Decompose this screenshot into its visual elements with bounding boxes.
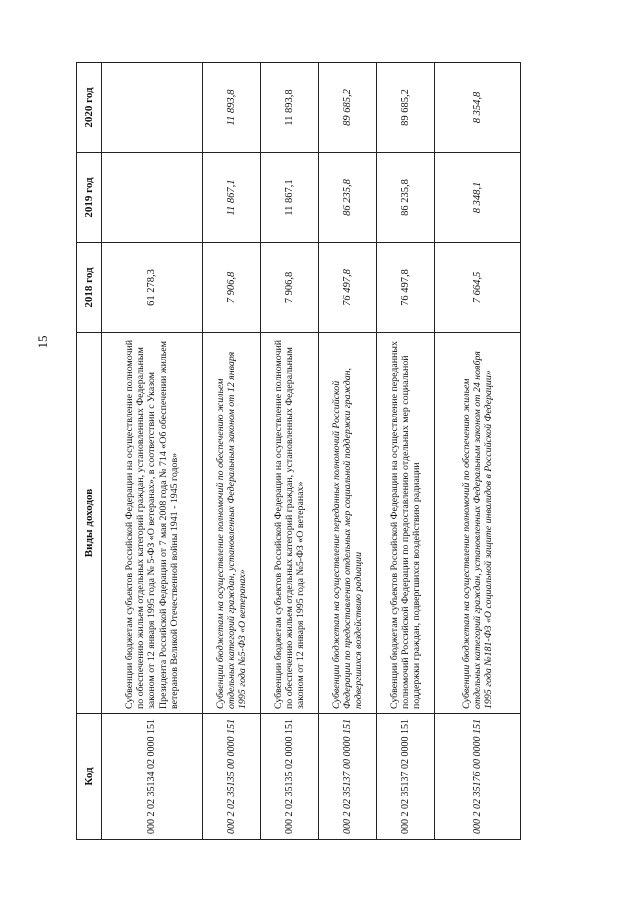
row-value-2020 <box>102 63 203 153</box>
row-value-2019: 11 867,1 <box>203 153 261 243</box>
row-value-2018: 7 906,8 <box>261 243 319 333</box>
row-value-2018: 7 664,5 <box>435 243 521 333</box>
row-value-2018: 76 497,8 <box>319 243 377 333</box>
row-code: 000 2 02 35137 02 0000 151 <box>377 714 435 840</box>
row-value-2020: 89 685,2 <box>319 63 377 153</box>
row-value-2019: 8 348,1 <box>435 153 521 243</box>
revenue-table-container <box>76 62 521 840</box>
row-value-2019: 86 235,8 <box>377 153 435 243</box>
page-number: 15 <box>35 335 50 349</box>
row-value-2020: 11 893,8 <box>261 63 319 153</box>
table-row <box>377 63 435 840</box>
row-description: Субвенции бюджетам субъектов Российской Федерации на осуществление переданных полномочий Российской Федерации по предоставлению отдельных мер социальной поддержки граждан, подвергшихся воздействию радиации <box>377 333 435 714</box>
row-value-2018: 61 278,3 <box>102 243 203 333</box>
row-value-2019: 86 235,8 <box>319 153 377 243</box>
header-description: Виды доходов <box>77 333 102 714</box>
row-value-2019: 11 867,1 <box>261 153 319 243</box>
row-value-2020: 11 893,8 <box>203 63 261 153</box>
row-description: Субвенции бюджетам на осуществление переданных полномочий Российской Федерации по предоставлению отдельных мер социальной поддержки граждан, подвергшихся воздействию радиации <box>319 333 377 714</box>
header-2019: 2019 год <box>77 153 102 243</box>
revenue-table <box>76 62 521 840</box>
row-value-2018: 7 906,8 <box>203 243 261 333</box>
row-value-2020: 8 354,8 <box>435 63 521 153</box>
table-row <box>435 63 521 840</box>
row-code: 000 2 02 35137 00 0000 151 <box>319 714 377 840</box>
table-row <box>102 63 203 840</box>
row-value-2020: 89 685,2 <box>377 63 435 153</box>
row-code: 000 2 02 35135 02 0000 151 <box>261 714 319 840</box>
row-description: Субвенции бюджетам субъектов Российской Федерации на осуществление полномочий по обеспечению жильем отдельных категорий граждан, установленных Федеральным законом от 12 января 1995 года № 5-ФЗ «О ветеранах», в соответствии с Указом Президента Российской Федерации от 7 мая 2008 года № 714 «Об обеспечении жильем ветеранов Великой Отечественной войны 1941 - 1945 годов» <box>102 333 203 714</box>
row-description: Субвенции бюджетам на осуществление полномочий по обеспечению жильем отдельных категорий граждан, установленных Федеральным законом от 12 января 1995 года №5-ФЗ «О ветеранах» <box>203 333 261 714</box>
header-2018: 2018 год <box>77 243 102 333</box>
table-header-row <box>77 63 102 840</box>
row-code: 000 2 02 35134 02 0000 151 <box>102 714 203 840</box>
row-value-2018: 76 497,8 <box>377 243 435 333</box>
header-code: Код <box>77 714 102 840</box>
row-description: Субвенции бюджетам субъектов Российской Федерации на осуществление полномочий по обеспечению жильем отдельных категорий граждан, установленных Федеральным законом от 12 января 1995 года №5-ФЗ «О ветеранах» <box>261 333 319 714</box>
header-2020: 2020 год <box>77 63 102 153</box>
row-value-2019 <box>102 153 203 243</box>
table-row <box>261 63 319 840</box>
row-code: 000 2 02 35176 00 0000 151 <box>435 714 521 840</box>
table-row <box>319 63 377 840</box>
table-row <box>203 63 261 840</box>
row-description: Субвенции бюджетам на осуществление полномочий по обеспечению жильем отдельных категорий граждан, установленных Федеральным законом от 24 ноября 1995 года №181-ФЗ «О социальной защите инвалидов в Российской Федерации» <box>435 333 521 714</box>
row-code: 000 2 02 35135 00 0000 151 <box>203 714 261 840</box>
